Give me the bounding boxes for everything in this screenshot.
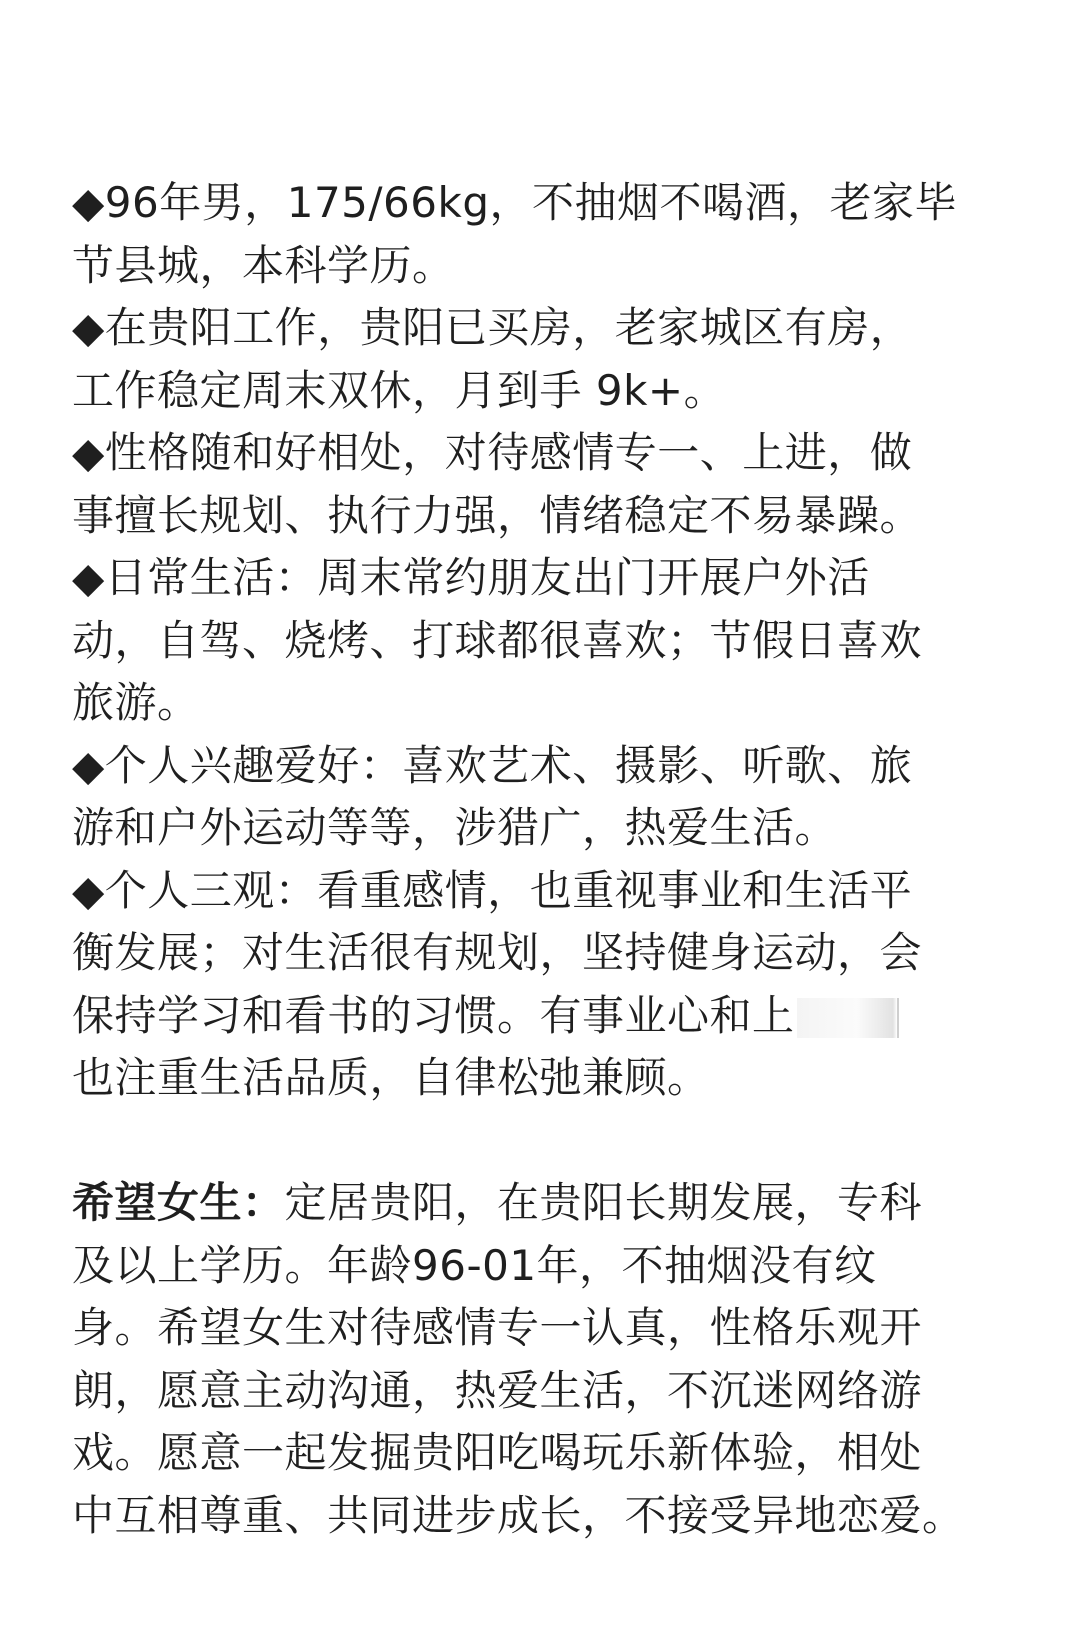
- expectation-line: 戏。愿意一起发掘贵阳吃喝玩乐新体验，相处: [72, 1428, 923, 1477]
- profile-line: ◆个人三观：看重感情，也重视事业和生活平: [72, 865, 913, 915]
- profile-line: 动，自驾、烧烤、打球都很喜欢；节假日喜欢: [72, 615, 923, 665]
- expectation-label: 希望女生：: [72, 1178, 285, 1227]
- expectation-first-line-text: 定居贵阳，在贵阳长期发展，专科: [284, 1178, 923, 1227]
- profile-line: ◆个人兴趣爱好：喜欢艺术、摄影、听歌、旅: [72, 740, 913, 790]
- profile-line: ◆性格随和好相处，对待感情专一、上进，做: [72, 428, 913, 477]
- profile-line-with-redaction: [72, 985, 1012, 1048]
- profile-line: ◆在贵阳工作，贵阳已买房，老家城区有房，: [72, 303, 913, 352]
- expectation-line: 朗，愿意主动沟通，热爱生活，不沉迷网络游: [72, 1365, 923, 1415]
- profile-line: 工作稳定周末双休，月到手 9k+。: [72, 365, 727, 415]
- expectation-line: 及以上学历。年龄96-01年，不抽烟没有纹: [72, 1240, 877, 1290]
- profile-line: 衡发展；对生活很有规划，坚持健身运动，会: [72, 928, 923, 977]
- profile-line: 旅游。: [72, 678, 200, 727]
- profile-line: 也注重生活品质，自律松弛兼顾。: [72, 1053, 710, 1102]
- expectation-line: 中互相尊重、共同进步成长，不接受异地恋爱。: [72, 1490, 965, 1540]
- profile-line-text: 保持学习和看书的习惯。有事业心和上: [72, 990, 795, 1040]
- profile-line: 游和户外运动等等，涉猎广，热爱生活。: [72, 803, 838, 852]
- profile-line: ◆96年男，175/66kg，不抽烟不喝酒，老家毕: [72, 178, 957, 227]
- paragraph-gap: [72, 1110, 1012, 1173]
- profile-line: 事擅长规划、执行力强，情绪稳定不易暴躁。: [72, 490, 923, 540]
- expectation-first-line: [72, 1172, 1012, 1235]
- expectation-line: 身。希望女生对待感情专一认真，性格乐观开: [72, 1303, 923, 1352]
- redacted-text-block: [797, 998, 899, 1038]
- profile-line: 节县城，本科学历。: [72, 240, 455, 290]
- post-content: [72, 172, 1012, 1547]
- profile-line: ◆日常生活：周末常约朋友出门开展户外活: [72, 553, 870, 602]
